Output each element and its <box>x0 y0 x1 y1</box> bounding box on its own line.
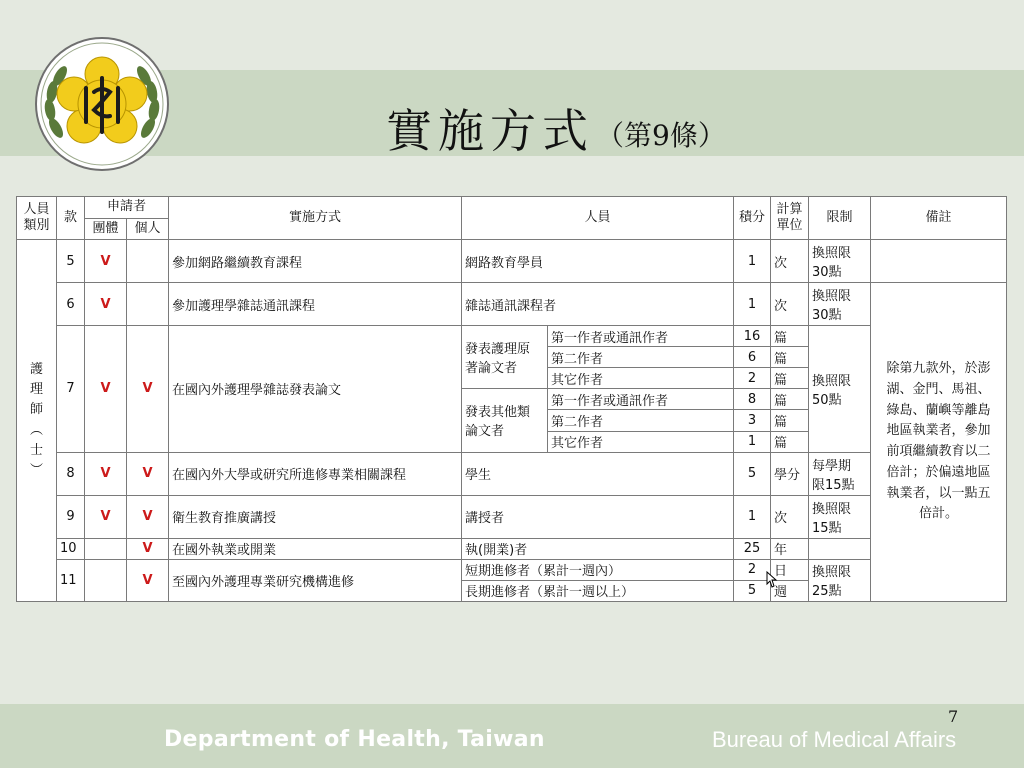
unit-cell: 學分 <box>771 452 809 495</box>
credits-cell: 1 <box>734 495 771 538</box>
paper-type-original: 發表護理原 著論文者 <box>462 326 548 389</box>
author-role: 第一作者或通訊作者 <box>548 389 734 410</box>
unit-cell: 日 <box>771 559 809 580</box>
header-unit: 計算單位 <box>771 197 809 240</box>
paper-type-other: 發表其他類 論文者 <box>462 389 548 452</box>
empty-cell <box>127 283 169 326</box>
credits-cell: 1 <box>734 283 771 326</box>
method-cell: 參加網路繼續教育課程 <box>169 240 462 283</box>
personnel-cell: 長期進修者（累計一週以上） <box>462 580 734 601</box>
check-mark-individual: V <box>127 559 169 601</box>
table-row-5 <box>17 240 1007 283</box>
credits-cell: 8 <box>734 389 771 410</box>
slide-title <box>386 84 726 158</box>
unit-cell: 次 <box>771 240 809 283</box>
check-mark-group: V <box>85 240 127 283</box>
unit-cell: 週 <box>771 580 809 601</box>
unit-cell: 篇 <box>771 431 809 452</box>
limit-cell: 換照限 30點 <box>809 283 871 326</box>
method-cell: 衛生教育推廣講授 <box>169 495 462 538</box>
unit-cell: 篇 <box>771 368 809 389</box>
header-applicant: 申請者 <box>85 197 169 219</box>
table-row-7 <box>17 326 1007 347</box>
footer-department: Department of Health, Taiwan <box>164 727 545 752</box>
title-subtitle: （第9條） <box>596 119 726 152</box>
header-credits: 積分 <box>734 197 771 240</box>
check-mark-individual: V <box>127 452 169 495</box>
credits-cell: 6 <box>734 347 771 368</box>
title-main: 實施方式 <box>386 104 594 158</box>
clause-number: 8 <box>57 452 85 495</box>
remarks-note: 除第九款外，於澎 湖、金門、馬祖、 綠島、蘭嶼等離島 地區執業者，參加 前項繼續教育以二 倍計；於偏遠地區 執業者，以一點五 倍計。 <box>871 283 1007 602</box>
personnel-cell: 學生 <box>462 452 734 495</box>
department-emblem-icon <box>34 36 170 172</box>
unit-cell: 次 <box>771 283 809 326</box>
personnel-cell: 講授者 <box>462 495 734 538</box>
unit-cell: 篇 <box>771 347 809 368</box>
method-cell: 在國內外護理學雜誌發表論文 <box>169 326 462 452</box>
credits-cell: 2 <box>734 368 771 389</box>
credits-cell: 5 <box>734 580 771 601</box>
personnel-cell: 執(開業)者 <box>462 538 734 559</box>
credits-cell: 25 <box>734 538 771 559</box>
clause-number: 5 <box>57 240 85 283</box>
check-mark-individual: V <box>127 495 169 538</box>
limit-cell: 每學期 限15點 <box>809 452 871 495</box>
implementation-grid <box>16 196 1007 602</box>
table-row-8 <box>17 452 1007 495</box>
limit-blank <box>809 538 871 559</box>
check-mark-individual: V <box>127 538 169 559</box>
personnel-cell: 網路教育學員 <box>462 240 734 283</box>
unit-cell: 年 <box>771 538 809 559</box>
clause-number: 11 <box>57 559 85 601</box>
implementation-table <box>16 196 1006 602</box>
header-individual: 個人 <box>127 219 169 240</box>
header-limit: 限制 <box>809 197 871 240</box>
clause-number: 9 <box>57 495 85 538</box>
limit-cell: 換照限 30點 <box>809 240 871 283</box>
credits-cell: 1 <box>734 240 771 283</box>
method-cell: 在國外執業或開業 <box>169 538 462 559</box>
empty-cell <box>127 240 169 283</box>
clause-number: 6 <box>57 283 85 326</box>
check-mark-individual: V <box>127 326 169 452</box>
cursor-icon <box>761 570 781 590</box>
method-cell: 至國內外護理專業研究機構進修 <box>169 559 462 601</box>
clause-number: 10 <box>57 538 85 559</box>
clause-number: 7 <box>57 326 85 452</box>
check-mark-group: V <box>85 495 127 538</box>
header-clause: 款 <box>57 197 85 240</box>
header-remarks: 備註 <box>871 197 1007 240</box>
check-mark-group: V <box>85 326 127 452</box>
page-number: 7 <box>948 707 959 726</box>
limit-cell: 換照限 50點 <box>809 326 871 452</box>
unit-cell: 篇 <box>771 326 809 347</box>
header-category: 人員類別 <box>17 197 57 240</box>
credits-cell: 1 <box>734 431 771 452</box>
remarks-blank <box>871 240 1007 283</box>
author-role: 其它作者 <box>548 431 734 452</box>
header-personnel: 人員 <box>462 197 734 240</box>
check-mark-group: V <box>85 283 127 326</box>
credits-cell: 3 <box>734 410 771 431</box>
header-row-1 <box>17 197 1007 219</box>
unit-cell: 次 <box>771 495 809 538</box>
empty-cell <box>85 538 127 559</box>
method-cell: 在國內外大學或研究所進修專業相關課程 <box>169 452 462 495</box>
table-row-10 <box>17 538 1007 559</box>
table-row-6 <box>17 283 1007 326</box>
table-row-9 <box>17 495 1007 538</box>
unit-cell: 篇 <box>771 389 809 410</box>
credits-cell: 2 <box>734 559 771 580</box>
author-role: 第一作者或通訊作者 <box>548 326 734 347</box>
category-nurse: 護 理 師 ︵ 士 ︶ <box>17 240 57 602</box>
header-method: 實施方式 <box>169 197 462 240</box>
limit-cell: 換照限 15點 <box>809 495 871 538</box>
footer-bureau: Bureau of Medical Affairs <box>712 727 957 752</box>
unit-cell: 篇 <box>771 410 809 431</box>
personnel-cell: 雜誌通訊課程者 <box>462 283 734 326</box>
method-cell: 參加護理學雜誌通訊課程 <box>169 283 462 326</box>
credits-cell: 16 <box>734 326 771 347</box>
author-role: 其它作者 <box>548 368 734 389</box>
empty-cell <box>85 559 127 601</box>
limit-cell: 換照限 25點 <box>809 559 871 601</box>
credits-cell: 5 <box>734 452 771 495</box>
author-role: 第二作者 <box>548 410 734 431</box>
personnel-cell: 短期進修者（累計一週內） <box>462 559 734 580</box>
check-mark-group: V <box>85 452 127 495</box>
header-group: 團體 <box>85 219 127 240</box>
table-row-11 <box>17 559 1007 580</box>
author-role: 第二作者 <box>548 347 734 368</box>
